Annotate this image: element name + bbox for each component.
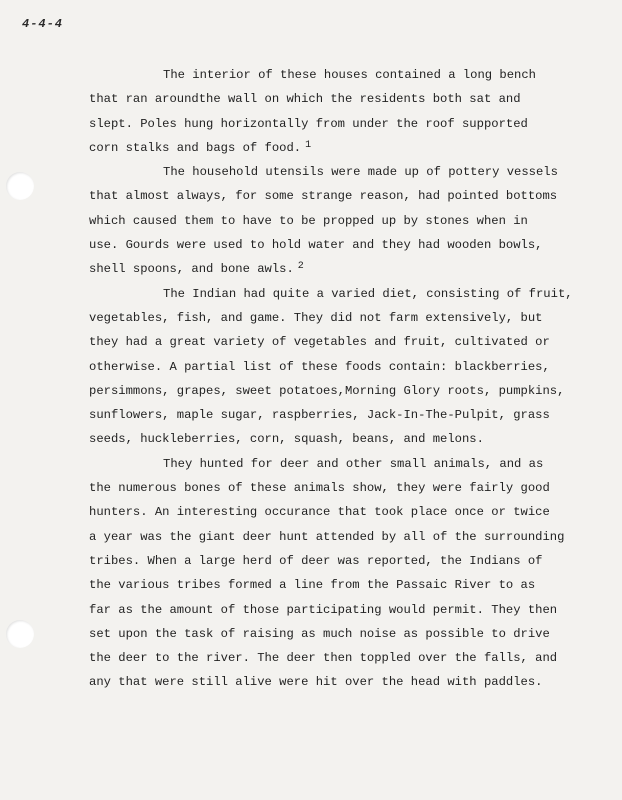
text-line <box>89 403 589 427</box>
text-line-content: tribes. When a large herd of deer was reported, the Indians of <box>89 553 543 568</box>
text-line-content: vegetables, fish, and game. They did not farm extensively, but <box>89 310 543 325</box>
text-line <box>89 63 589 87</box>
text-line <box>89 500 589 524</box>
text-line <box>89 573 589 597</box>
text-line-content: sunflowers, maple sugar, raspberries, Jack-In-The-Pulpit, grass <box>89 408 550 423</box>
text-line-content: The interior of these houses contained a long bench <box>163 68 536 82</box>
text-line <box>89 525 589 549</box>
text-line <box>89 160 589 184</box>
text-line <box>89 622 589 646</box>
text-line <box>89 306 589 330</box>
text-line-content: slept. Poles hung horizontally from under the roof supported <box>89 116 528 131</box>
text-line <box>89 379 589 403</box>
text-line-content: use. Gourds were used to hold water and they had wooden bowls, <box>89 238 543 253</box>
footnote-marker: 1 <box>305 139 312 151</box>
footnote-marker: 2 <box>297 261 304 273</box>
typed-body-text <box>89 63 589 695</box>
text-line-content: seeds, huckleberries, corn, squash, beans, and melons. <box>89 432 484 447</box>
text-line <box>89 598 589 622</box>
punch-hole-bottom <box>6 620 34 648</box>
text-line-content: shell spoons, and bone awls. <box>89 262 294 277</box>
text-line <box>89 646 589 670</box>
text-line <box>89 330 589 354</box>
text-line-content: otherwise. A partial list of these foods contain: blackberries, <box>89 359 550 374</box>
text-line <box>89 452 589 476</box>
text-line <box>89 476 589 500</box>
text-line <box>89 670 589 694</box>
text-line-content: they had a great variety of vegetables and fruit, cultivated or <box>89 335 550 350</box>
text-line <box>89 549 589 573</box>
text-line-content: that ran aroundthe wall on which the residents both sat and <box>89 92 521 107</box>
text-line-content: persimmons, grapes, sweet potatoes,Morning Glory roots, pumpkins, <box>89 383 565 398</box>
page-number: 4-4-4 <box>22 17 64 31</box>
text-line-content: set upon the task of raising as much noise as possible to drive <box>89 626 550 641</box>
text-line-content: hunters. An interesting occurance that took place once or twice <box>89 505 550 520</box>
punch-hole-top <box>6 172 34 200</box>
text-line <box>89 355 589 379</box>
text-line <box>89 257 589 281</box>
text-line-content: any that were still alive were hit over the head with paddles. <box>89 675 543 690</box>
text-line-content: far as the amount of those participating would permit. They then <box>89 602 558 617</box>
text-line-content: the numerous bones of these animals show, they were fairly good <box>89 481 550 496</box>
text-line-content: that almost always, for some strange reason, had pointed bottoms <box>89 189 558 204</box>
text-line <box>89 233 589 257</box>
text-line-content: the deer to the river. The deer then toppled over the falls, and <box>89 651 558 666</box>
text-line-content: corn stalks and bags of food. <box>89 140 302 155</box>
text-line <box>89 427 589 451</box>
text-line-content: The Indian had quite a varied diet, consisting of fruit, <box>163 286 573 301</box>
text-line-content: They hunted for deer and other small animals, and as <box>163 456 544 471</box>
text-line-content: which caused them to have to be propped up by stones when in <box>89 213 528 228</box>
text-line <box>89 112 589 136</box>
text-line-content: the various tribes formed a line from the Passaic River to as <box>89 578 536 593</box>
text-line <box>89 282 589 306</box>
text-line-content: The household utensils were made up of pottery vessels <box>163 165 558 180</box>
text-line <box>89 87 589 111</box>
text-line-content: a year was the giant deer hunt attended by all of the surrounding <box>89 529 565 544</box>
text-line <box>89 209 589 233</box>
text-line <box>89 184 589 208</box>
text-line <box>89 136 589 160</box>
